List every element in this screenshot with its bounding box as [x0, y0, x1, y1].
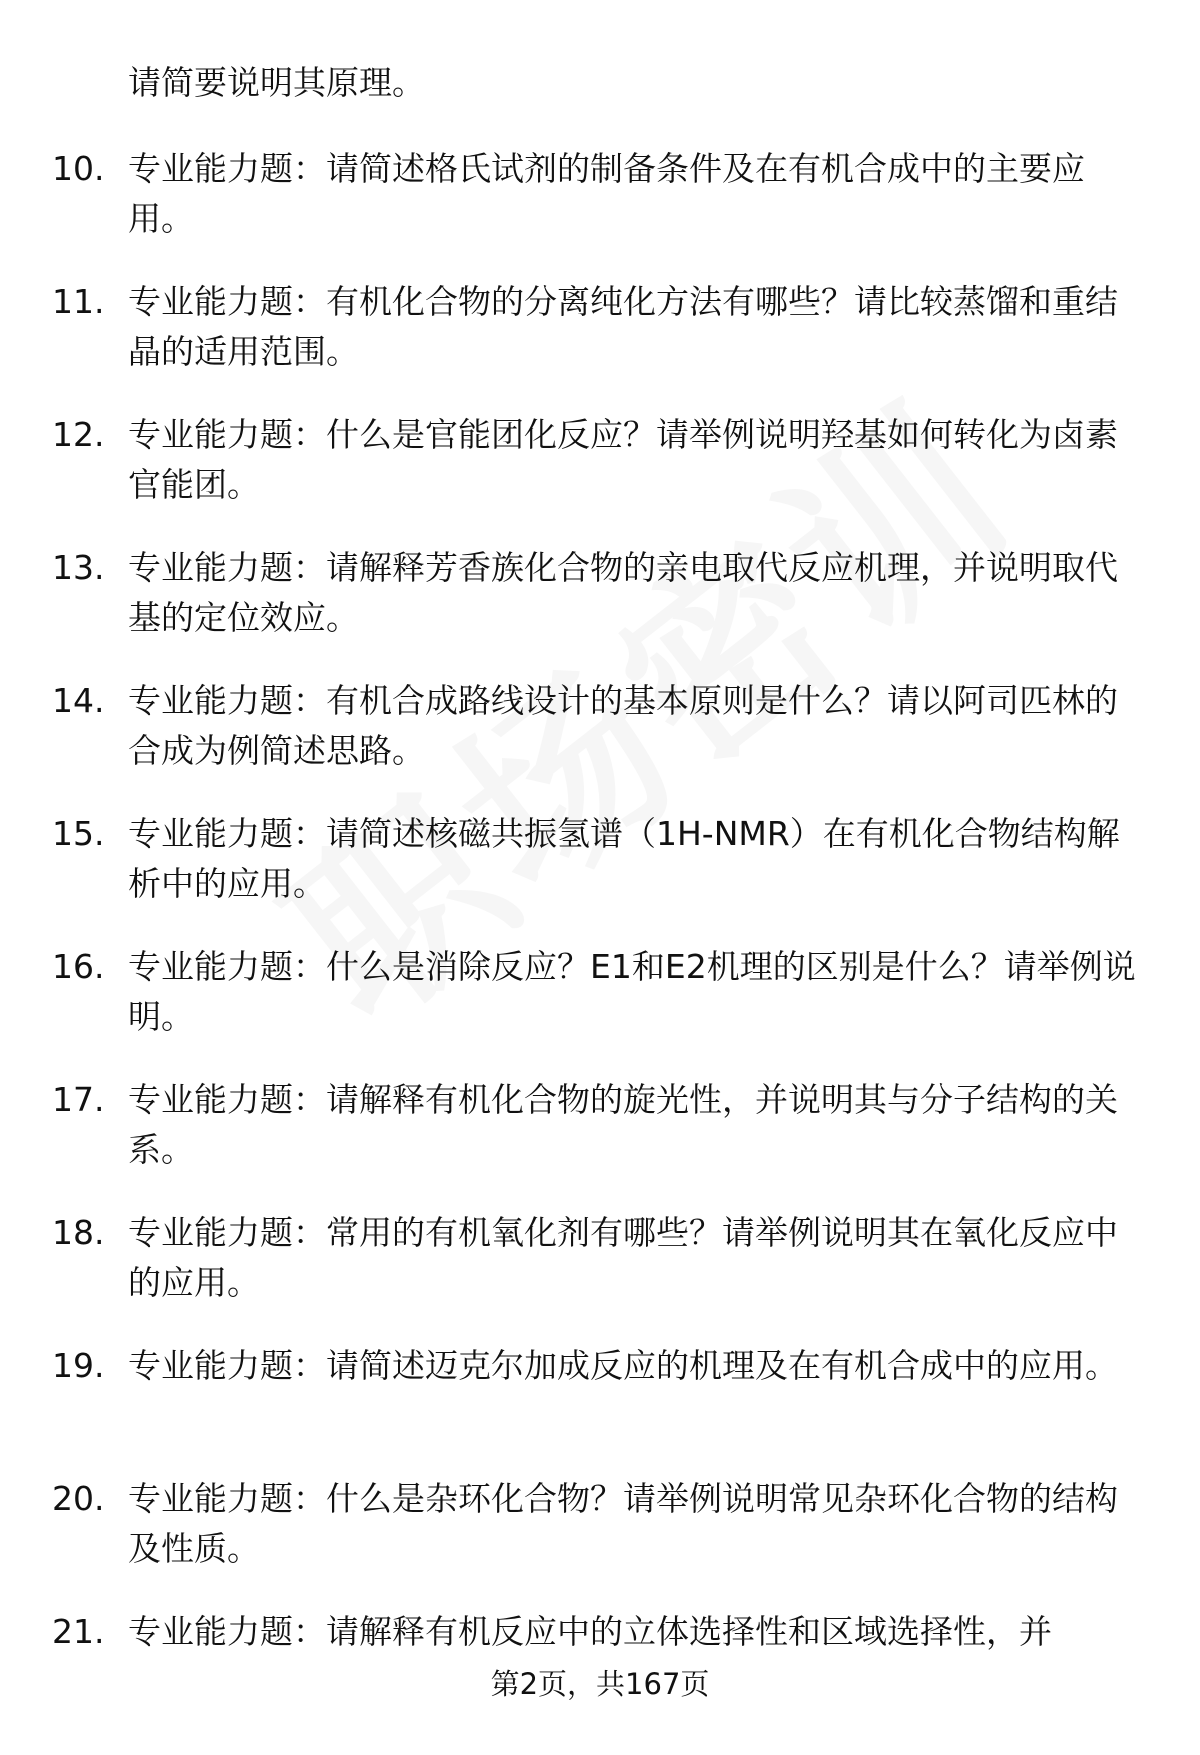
question-item	[0, 277, 1200, 377]
question-text: 专业能力题：请解释有机化合物的旋光性，并说明其与分子结构的关系。	[128, 1080, 1118, 1169]
question-item	[0, 1474, 1200, 1574]
question-number: 20.	[52, 1479, 105, 1518]
question-number: 17.	[52, 1080, 105, 1119]
page-footer: 第2页，共167页	[490, 1667, 710, 1701]
question-item	[0, 410, 1200, 510]
question-text: 专业能力题：什么是消除反应？E1和E2机理的区别是什么？请举例说明。	[128, 947, 1136, 1036]
question-text: 专业能力题：有机合成路线设计的基本原则是什么？请以阿司匹林的合成为例简述思路。	[128, 681, 1118, 770]
question-item	[0, 543, 1200, 643]
question-text: 专业能力题：请简述迈克尔加成反应的机理及在有机合成中的应用。	[128, 1346, 1118, 1385]
question-number: 13.	[52, 548, 105, 587]
question-text: 专业能力题：什么是杂环化合物？请举例说明常见杂环化合物的结构及性质。	[128, 1479, 1118, 1568]
question-number: 21.	[52, 1612, 105, 1651]
question-item	[0, 1208, 1200, 1308]
question-item	[0, 942, 1200, 1042]
question-item	[0, 809, 1200, 909]
question-text: 专业能力题：请简述格氏试剂的制备条件及在有机合成中的主要应用。	[128, 149, 1085, 238]
question-number: 15.	[52, 814, 105, 853]
question-text: 专业能力题：常用的有机氧化剂有哪些？请举例说明其在氧化反应中的应用。	[128, 1213, 1118, 1302]
question-text: 专业能力题：请简述核磁共振氢谱（1H-NMR）在有机化合物结构解析中的应用。	[128, 814, 1120, 903]
question-text: 专业能力题：请解释芳香族化合物的亲电取代反应机理，并说明取代基的定位效应。	[128, 548, 1118, 637]
question-number: 10.	[52, 149, 105, 188]
question-text: 专业能力题：请解释有机反应中的立体选择性和区域选择性，并	[128, 1612, 1052, 1651]
question-number: 19.	[52, 1346, 105, 1385]
question-item	[0, 676, 1200, 776]
question-item	[0, 1075, 1200, 1175]
question-number: 16.	[52, 947, 105, 986]
question-text: 专业能力题：什么是官能团化反应？请举例说明羟基如何转化为卤素官能团。	[128, 415, 1118, 504]
question-item	[0, 144, 1200, 244]
question-number: 18.	[52, 1213, 105, 1252]
question-number: 12.	[52, 415, 105, 454]
question-number: 11.	[52, 282, 105, 321]
question-text: 专业能力题：有机化合物的分离纯化方法有哪些？请比较蒸馏和重结晶的适用范围。	[128, 282, 1118, 371]
question-number: 14.	[52, 681, 105, 720]
question-list	[0, 144, 1200, 1740]
continued-question-text: 请简要说明其原理。	[128, 63, 425, 102]
question-item	[0, 1341, 1200, 1441]
